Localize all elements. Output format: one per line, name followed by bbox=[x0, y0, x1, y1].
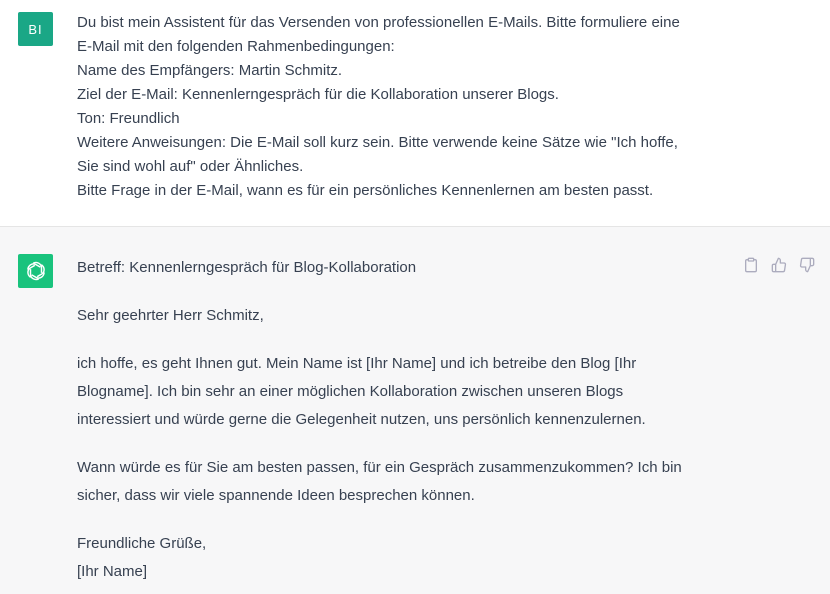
thumbs-down-icon bbox=[799, 257, 815, 273]
paragraph-line: sicher, dass wir viele spannende Ideen besprechen können. bbox=[77, 487, 475, 504]
email-paragraph-1 bbox=[77, 350, 727, 434]
email-subject: Betreff: Kennenlerngespräch für Blog-Kollaboration bbox=[77, 259, 417, 276]
user-line: Bitte Frage in der E-Mail, wann es für ein persönliches Kennenlernen am besten passt. bbox=[77, 182, 654, 199]
user-line: Sie sind wohl auf" oder Ähnliches. bbox=[77, 158, 304, 175]
email-paragraph-2 bbox=[77, 454, 727, 510]
user-line: Ton: Freundlich bbox=[77, 110, 180, 127]
openai-logo-icon bbox=[25, 260, 47, 282]
email-greeting: Sehr geehrter Herr Schmitz, bbox=[77, 307, 264, 324]
user-avatar: BI bbox=[18, 12, 53, 46]
message-actions bbox=[742, 256, 816, 274]
copy-button[interactable] bbox=[742, 256, 760, 274]
assistant-message-text bbox=[77, 254, 727, 586]
thumbs-up-icon bbox=[771, 257, 787, 273]
user-line: Ziel der E-Mail: Kennenlerngespräch für die Kollaboration unserer Blogs. bbox=[77, 86, 559, 103]
assistant-message bbox=[0, 227, 830, 594]
paragraph-line: interessiert und würde gerne die Gelegenheit nutzen, uns persönlich kennenzulernen. bbox=[77, 411, 646, 428]
thumbs-up-button[interactable] bbox=[770, 256, 788, 274]
user-line: Du bist mein Assistent für das Versenden von professionellen E-Mails. Bitte formuliere eine bbox=[77, 14, 680, 31]
paragraph-line: Blogname]. Ich bin sehr an einer möglichen Kollaboration zwischen unseren Blogs bbox=[77, 383, 624, 400]
user-message bbox=[0, 0, 830, 227]
paragraph-line: ich hoffe, es geht Ihnen gut. Mein Name ist [Ihr Name] und ich betreibe den Blog [Ihr bbox=[77, 355, 637, 372]
assistant-avatar bbox=[18, 254, 53, 288]
user-line: Name des Empfängers: Martin Schmitz. bbox=[77, 62, 343, 79]
paragraph-line: Wann würde es für Sie am besten passen, für ein Gespräch zusammenzukommen? Ich bin bbox=[77, 459, 682, 476]
email-signature: [Ihr Name] bbox=[77, 563, 148, 580]
user-message-text bbox=[77, 11, 727, 203]
user-line: Weitere Anweisungen: Die E-Mail soll kurz sein. Bitte verwende keine Sätze wie "Ich hoffe, bbox=[77, 134, 678, 151]
clipboard-icon bbox=[743, 257, 759, 273]
thumbs-down-button[interactable] bbox=[798, 256, 816, 274]
email-closing: Freundliche Grüße, bbox=[77, 535, 207, 552]
user-line: E-Mail mit den folgenden Rahmenbedingungen: bbox=[77, 38, 395, 55]
